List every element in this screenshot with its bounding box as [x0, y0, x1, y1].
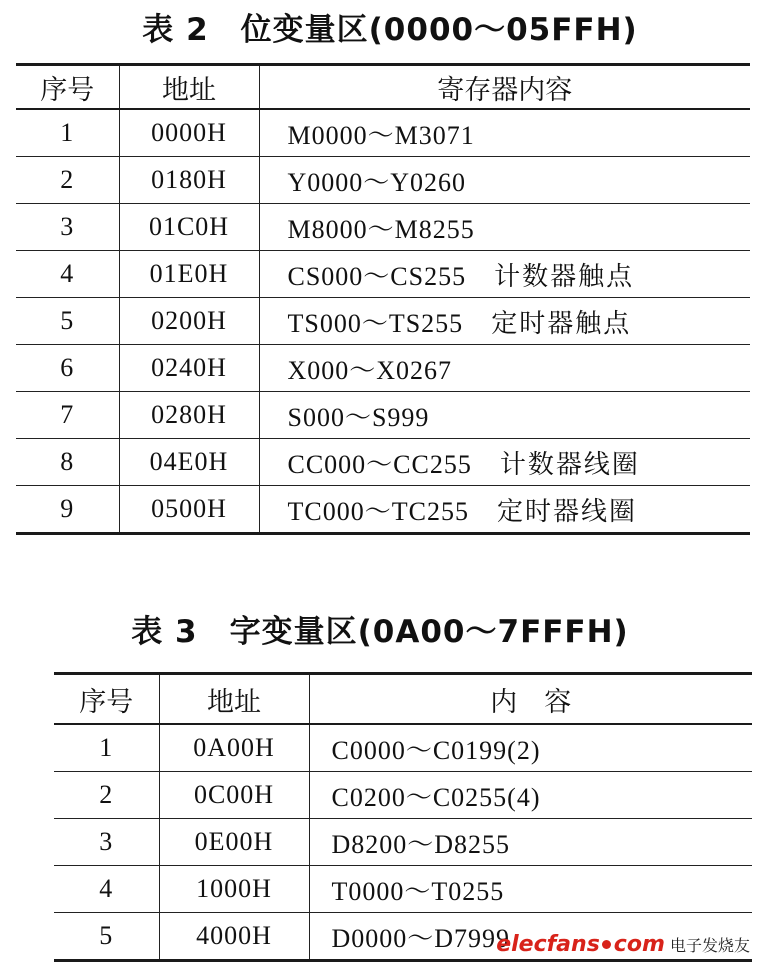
bit-variable-table	[16, 63, 750, 535]
table-row	[16, 486, 750, 534]
row-address: 01C0H	[119, 204, 259, 251]
row-address: 0280H	[119, 392, 259, 439]
table-row	[16, 204, 750, 251]
row-content: D0000～D7999	[331, 923, 511, 953]
row-address: 0500H	[119, 486, 259, 534]
row-note: 计数器线圈	[499, 449, 640, 480]
table3-title: 表 3 字变量区(0A00～7FFFH)	[131, 614, 629, 650]
row-index: 6	[16, 345, 119, 392]
row-range: X000～X0267	[287, 355, 453, 385]
row-content	[259, 298, 750, 345]
row-content: T0000～T0255	[309, 866, 752, 913]
table-row	[54, 866, 752, 913]
row-index: 1	[54, 724, 159, 772]
table-row	[16, 298, 750, 345]
watermark-cn: 电子发烧友	[669, 936, 750, 955]
row-content: D8200～D8255	[309, 819, 752, 866]
row-content	[259, 439, 750, 486]
row-note: 定时器触点	[491, 308, 632, 339]
table-row	[16, 392, 750, 439]
row-address: 4000H	[159, 913, 309, 961]
row-range: M0000～M3071	[287, 120, 475, 150]
row-address: 0C00H	[159, 772, 309, 819]
row-content: C0000～C0199(2)	[309, 724, 752, 772]
row-address: 0E00H	[159, 819, 309, 866]
row-range: M8000～M8255	[287, 214, 475, 244]
watermark-brand: elecfans	[496, 932, 600, 957]
watermark-domain: com	[613, 932, 665, 957]
header-address: 地址	[119, 65, 259, 110]
row-content	[259, 157, 750, 204]
row-note: 计数器触点	[494, 261, 635, 292]
row-address: 0180H	[119, 157, 259, 204]
row-content: C0200～C0255(4)	[309, 772, 752, 819]
table-row	[54, 724, 752, 772]
table-row	[16, 157, 750, 204]
row-index: 2	[54, 772, 159, 819]
row-content	[259, 251, 750, 298]
row-index: 4	[16, 251, 119, 298]
row-note: 定时器线圈	[496, 496, 637, 527]
row-index: 3	[16, 204, 119, 251]
table-row	[16, 345, 750, 392]
row-index: 7	[16, 392, 119, 439]
row-address: 0000H	[119, 109, 259, 157]
table-header-row	[16, 65, 750, 110]
header-content: 内 容	[309, 674, 752, 725]
row-range: S000～S999	[287, 402, 430, 432]
row-index: 5	[54, 913, 159, 961]
row-range: Y0000～Y0260	[287, 167, 467, 197]
header-register-content: 寄存器内容	[259, 65, 750, 110]
row-index: 4	[54, 866, 159, 913]
row-address: 0A00H	[159, 724, 309, 772]
table-row	[54, 819, 752, 866]
row-range: CS000～CS255	[287, 261, 467, 291]
table-row	[16, 109, 750, 157]
row-index: 5	[16, 298, 119, 345]
row-index: 3	[54, 819, 159, 866]
row-content	[259, 109, 750, 157]
header-index: 序号	[16, 65, 119, 110]
row-address: 01E0H	[119, 251, 259, 298]
table2-title: 表 2 位变量区(0000～05FFH)	[142, 12, 638, 48]
header-index: 序号	[54, 674, 159, 725]
row-address: 04E0H	[119, 439, 259, 486]
row-content	[259, 204, 750, 251]
row-range: TS000～TS255	[287, 308, 464, 338]
row-index: 9	[16, 486, 119, 534]
word-variable-table	[54, 672, 752, 962]
dot-icon	[602, 940, 611, 949]
row-address: 0200H	[119, 298, 259, 345]
row-range: CC000～CC255	[287, 449, 472, 479]
row-index: 2	[16, 157, 119, 204]
row-address: 0240H	[119, 345, 259, 392]
table-row	[16, 439, 750, 486]
row-content	[259, 392, 750, 439]
table-row	[54, 772, 752, 819]
elecfans-watermark	[496, 932, 750, 957]
table-row	[16, 251, 750, 298]
table-header-row	[54, 674, 752, 725]
row-address: 1000H	[159, 866, 309, 913]
header-address: 地址	[159, 674, 309, 725]
row-index: 8	[16, 439, 119, 486]
row-range: TC000～TC255	[287, 496, 469, 526]
row-content	[259, 345, 750, 392]
row-content	[259, 486, 750, 534]
row-index: 1	[16, 109, 119, 157]
